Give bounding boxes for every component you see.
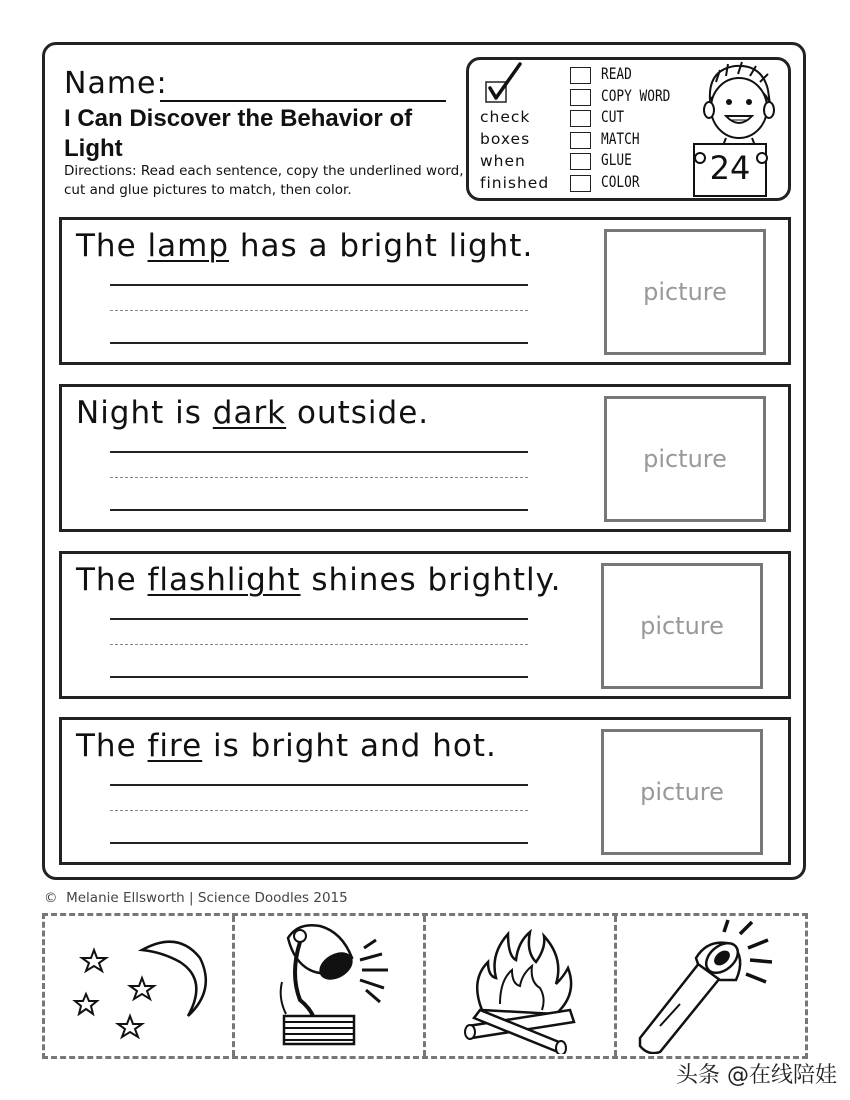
underlined-word: flashlight [147,562,301,598]
page-number: 24 [709,149,751,187]
cut-divider [232,916,235,1056]
task-checkbox[interactable] [570,132,591,149]
writing-line-top[interactable] [110,451,528,453]
writing-line-mid [110,644,528,645]
picture-drop-box[interactable]: picture [601,729,763,855]
desk-lamp-icon[interactable] [270,918,410,1054]
watermark-text: 头条 @在线陪娃 [676,1063,837,1088]
directions-text: Directions: Read each sentence, copy the underlined word, cut and glue pictures to match, then color. [64,163,464,198]
writing-line-top[interactable] [110,284,528,286]
check-hint-line: when [480,152,526,170]
writing-line-base[interactable] [110,842,528,844]
underlined-word: dark [212,395,287,431]
task-checkbox[interactable] [570,175,591,192]
writing-line-base[interactable] [110,342,528,344]
task-checkbox[interactable] [570,153,591,170]
writing-line-base[interactable] [110,509,528,511]
check-hint [480,106,549,194]
underlined-word: fire [147,728,203,764]
cut-divider [423,916,426,1056]
task-label: COPY WORD [601,86,671,105]
sentence-text: The flashlight shines brightly. [76,562,562,598]
task-checkbox[interactable] [570,89,591,106]
campfire-icon[interactable] [460,918,600,1054]
task-label: READ [601,64,632,83]
flashlight-icon[interactable] [636,918,786,1054]
copyright-line [44,890,348,906]
checkmark-icon [484,60,524,104]
name-write-line[interactable] [160,100,446,102]
writing-line-base[interactable] [110,676,528,678]
check-hint-line: finished [480,174,550,192]
writing-line-top[interactable] [110,618,528,620]
writing-line-mid [110,810,528,811]
check-hint-line: boxes [480,130,531,148]
task-label: COLOR [601,172,640,191]
picture-drop-box[interactable]: picture [604,229,766,355]
worksheet-title: I Can Discover the Behavior of Light [64,105,413,162]
writing-line-mid [110,310,528,311]
task-label: GLUE [601,150,632,169]
cut-divider [614,916,617,1056]
task-label: MATCH [601,129,640,148]
writing-line-top[interactable] [110,784,528,786]
task-checkbox[interactable] [570,110,591,127]
copyright-icon: © [44,890,58,906]
picture-drop-box[interactable]: picture [604,396,766,522]
copyright-text: Melanie Ellsworth | Science Doodles 2015 [66,890,348,906]
moon-and-stars-icon[interactable] [58,918,226,1054]
sentence-text: Night is dark outside. [76,395,430,431]
sentence-text: The fire is bright and hot. [76,728,497,764]
writing-line-mid [110,477,528,478]
sentence-text: The lamp has a bright light. [76,228,534,264]
picture-drop-box[interactable]: picture [601,563,763,689]
underlined-word: lamp [147,228,230,264]
check-hint-line: check [480,108,531,126]
name-label: Name: [64,66,168,101]
task-label: CUT [601,107,625,126]
task-checkbox[interactable] [570,67,591,84]
